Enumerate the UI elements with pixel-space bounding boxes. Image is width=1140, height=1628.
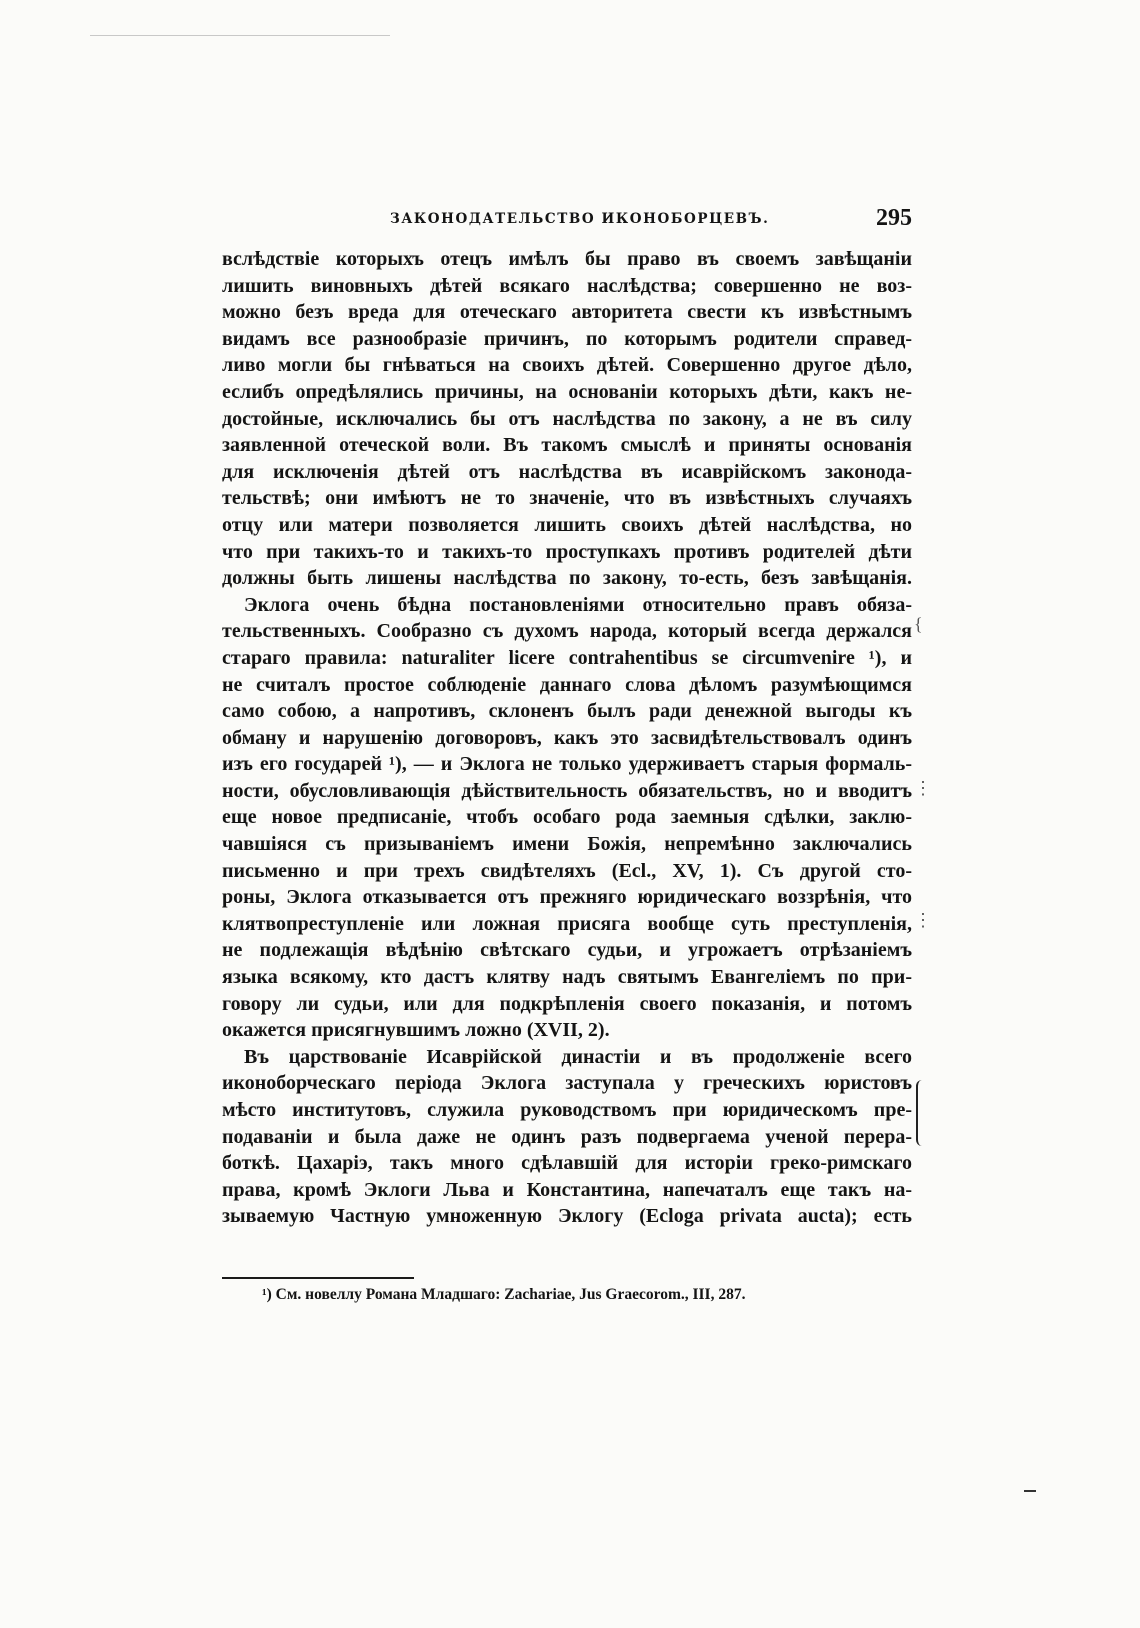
- text-line: можно безъ вреда для отеческаго авторитета свести къ извѣстнымъ: [222, 301, 912, 324]
- paragraph-first-line: Въ царствованіе Исаврійской династіи и въ продолженіе всего: [244, 1045, 912, 1068]
- scan-corner-mark: [1024, 1490, 1036, 1492]
- text-line: отцу или матери позволяется лишить своихъ дѣтей наслѣдства, но: [222, 513, 912, 536]
- text-line: ности, обусловливающія дѣйствительность обязательствъ, но и вводитъ: [222, 779, 912, 802]
- margin-pencil-mark: {: [914, 614, 923, 634]
- text-line: подаваніи и была даже не одинъ разъ подвергаема ученой перера-: [222, 1125, 912, 1148]
- text-line: заявленной отеческой воли. Въ такомъ смыслѣ и приняты основанія: [222, 434, 912, 457]
- text-line: права, кромѣ Эклоги Льва и Константина, напечаталъ еще такъ на-: [222, 1178, 912, 1201]
- paragraph-first-line: Эклога очень бѣдна постановленіями относительно правъ обяза-: [244, 593, 912, 616]
- text-line: иконоборческаго періода Эклога заступала у греческихъ юристовъ: [222, 1072, 912, 1095]
- text-line: видамъ все разнообразіе причинъ, по которымъ родители справед-: [222, 327, 912, 350]
- text-line: тельственныхъ. Сообразно съ духомъ народа, который всегда держался: [222, 620, 912, 643]
- text-line: лишить виновныхъ дѣтей всякаго наслѣдства; совершенно не воз-: [222, 274, 912, 297]
- text-line: не подлежащія вѣдѣнію свѣтскаго судьи, и угрожаетъ отрѣзаніемъ: [222, 939, 912, 962]
- running-head: [222, 205, 912, 235]
- paragraph-last-line: окажется присягнувшимъ ложно (XVII, 2).: [222, 1019, 610, 1042]
- text-line: должны быть лишены наслѣдства по закону, то-есть, безъ завѣщанія.: [222, 567, 912, 590]
- text-line: говору ли судьи, или для подкрѣпленія своего показанія, и потомъ: [222, 992, 912, 1015]
- margin-bracket: [916, 1080, 924, 1146]
- text-line: клятвопреступленіе или ложная присяга вообще суть преступленія,: [222, 912, 912, 935]
- running-title: ЗАКОНОДАТЕЛЬСТВО ИКОНОБОРЦЕВЪ.: [390, 211, 770, 227]
- body-text: [222, 246, 912, 1230]
- footnote: ¹) См. новеллу Романа Младшаго: Zachariae, Jus Graecorom., III, 287.: [262, 1286, 746, 1303]
- margin-pencil-mark: ⋮: [914, 910, 932, 930]
- text-line: вслѣдствіе которыхъ отецъ имѣлъ бы право въ своемъ завѣщаніи: [222, 248, 912, 270]
- scan-edge-rule: [90, 35, 390, 36]
- text-line: стараго правила: naturaliter licere contrahentibus se circumvenire ¹), и: [222, 646, 912, 669]
- text-line: чавшіяся съ призываніемъ имени Божія, непремѣнно заключались: [222, 833, 912, 856]
- text-line: тельствѣ; они имѣютъ не то значеніе, что въ извѣстныхъ случаяхъ: [222, 487, 912, 510]
- text-line: языка всякому, кто дастъ клятву надъ святымъ Евангеліемъ по при-: [222, 966, 912, 989]
- footnote-rule: [222, 1277, 414, 1279]
- text-line: письменно и при трехъ свидѣтеляхъ (Ecl., XV, 1). Съ другой сто-: [222, 859, 912, 882]
- text-line: изъ его государей ¹), — и Эклога не только удерживаетъ старыя формаль-: [222, 753, 912, 776]
- text-line: для исключенія дѣтей отъ наслѣдства въ исаврійскомъ законода-: [222, 460, 912, 483]
- text-line: само собою, а напротивъ, склоненъ былъ ради денежной выгоды къ: [222, 700, 912, 723]
- text-line: не считалъ простое соблюденіе даннаго слова дѣломъ разумѣющимся: [222, 673, 912, 696]
- text-line: ливо могли бы гнѣваться на своихъ дѣтей. Совершенно другое дѣло,: [222, 354, 912, 377]
- page-number: 295: [876, 205, 912, 231]
- text-line: что при такихъ-то и такихъ-то проступкахъ противъ родителей дѣти: [222, 540, 912, 563]
- text-line: боткѣ. Цахаріэ, такъ много сдѣлавшій для исторіи греко-римскаго: [222, 1152, 912, 1175]
- text-line: еслибъ опредѣлялись причины, на основаніи которыхъ дѣти, какъ не-: [222, 380, 912, 403]
- text-line: еще новое предписаніе, чтобъ особаго рода заемныя сдѣлки, заклю-: [222, 806, 912, 829]
- margin-pencil-mark: ⋮: [914, 778, 932, 798]
- text-line: роны, Эклога отказывается отъ прежняго юридическаго воззрѣнія, что: [222, 886, 912, 909]
- text-line: обману и нарушенію договоровъ, какъ это засвидѣтельствовалъ одинъ: [222, 726, 912, 749]
- text-line: мѣсто институтовъ, служила руководствомъ при юридическомъ пре-: [222, 1099, 912, 1121]
- text-line: зываемую Частную умноженную Эклогу (Ecloga privata aucta); есть: [222, 1205, 912, 1228]
- text-line: достойные, исключались бы отъ наслѣдства по закону, а не въ силу: [222, 407, 912, 430]
